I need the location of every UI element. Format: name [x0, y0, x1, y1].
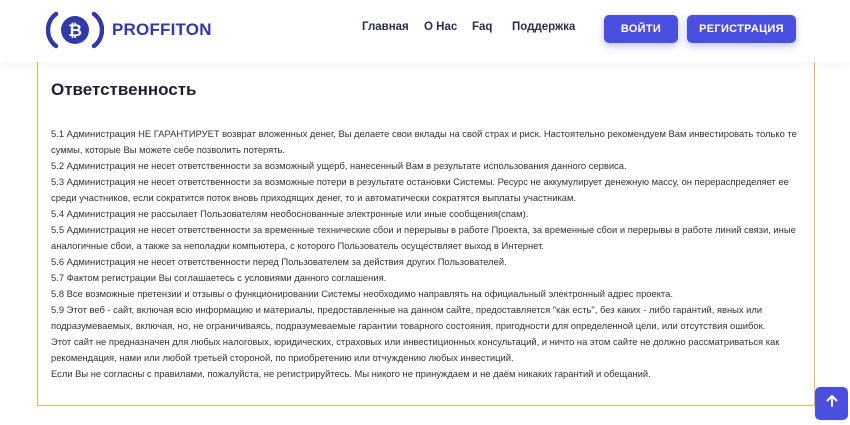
login-button[interactable]: ВОЙТИ — [604, 15, 678, 43]
section-body — [51, 126, 803, 382]
register-button[interactable]: РЕГИСТРАЦИЯ — [687, 15, 796, 43]
clause-5-6: 5.6 Администрация не несет ответственности перед Пользователем за действия других Пользователей. — [51, 256, 507, 267]
agreement-paragraph: Если Вы не согласны с правилами, пожалуйста, не регистрируйтесь. Мы никого не принуждаем и не даём никаких гарантий и обещаний. — [51, 368, 651, 379]
clause-5-5: 5.5 Администрация не несет ответственности за временные технические сбои и перерывы в работе Проекта, за временные сбои и перерывы в работе линий связи, иные аналогичные сбои, а также за неполадки компьютера, с которого Пользователь осуществляет выход в Интернет. — [51, 224, 796, 251]
clause-5-1: 5.1 Администрация НЕ ГАРАНТИРУЕТ возврат вложенных денег, Вы делаете свои вклады на свой страх и риск. Настоятельно рекомендуем Вам инвестировать только те суммы, которые Вы можете себе позволить потерять. — [51, 128, 797, 155]
clause-5-4: 5.4 Администрация не рассылает Пользователям необоснованные электронные или иные сообщения(спам). — [51, 208, 529, 219]
svg-text:₿: ₿ — [68, 21, 82, 41]
clause-5-2: 5.2 Администрация не несет ответственности за возможный ущерб, нанесенный Вам в результате использования данного сервиса. — [51, 160, 627, 171]
clause-5-8: 5.8 Все возможные претензии и отзывы о функционировании Системы необходимо направлять на официальный электронный адрес проекта. — [51, 288, 673, 299]
nav-home[interactable]: Главная — [362, 21, 409, 33]
clause-5-3: 5.3 Администрация не несет ответственности за возможные потери в результате остановки Системы. Ресурс не аккумулирует денежную массу, он перераспределяет ее среди участников, если сократится поток вновь приходящих денег, то и автоматически сократятся выплаты участникам. — [51, 176, 789, 203]
clause-5-7: 5.7 Фактом регистрации Вы соглашаетесь с условиями данного соглашения. — [51, 272, 387, 283]
nav-faq[interactable]: Faq — [472, 21, 493, 33]
clause-5-9: 5.9 Этот веб - сайт, включая всю информацию и материалы, предоставленные на данном сайте, предоставляется "как есть", без каких - либо гарантий, явных или подразумеваемых, включая, но, не ограничиваясь, подразумеваемые гарантии товарного состояния, пригодности для определенной цели, или отсутствия ошибок. — [51, 304, 766, 331]
site-header — [0, 0, 850, 62]
scroll-top-button[interactable] — [815, 387, 848, 420]
responsibility-card — [37, 62, 815, 406]
nav-about[interactable]: О Нас — [424, 21, 458, 33]
arrow-up-icon — [825, 394, 839, 413]
section-title: Ответственность — [51, 80, 197, 99]
nav-support[interactable]: Поддержка — [512, 21, 576, 33]
brand-name: PROFFITON — [112, 20, 212, 39]
disclaimer-paragraph: Этот сайт не предназначен для любых налоговых, юридических, страховых или инвестиционных консультаций, и ничто на этом сайте не должно рассматриваться как рекомендация, нами или любой третьей стороной, по приобретению или отчуждению любых инвестиций. — [51, 336, 780, 363]
